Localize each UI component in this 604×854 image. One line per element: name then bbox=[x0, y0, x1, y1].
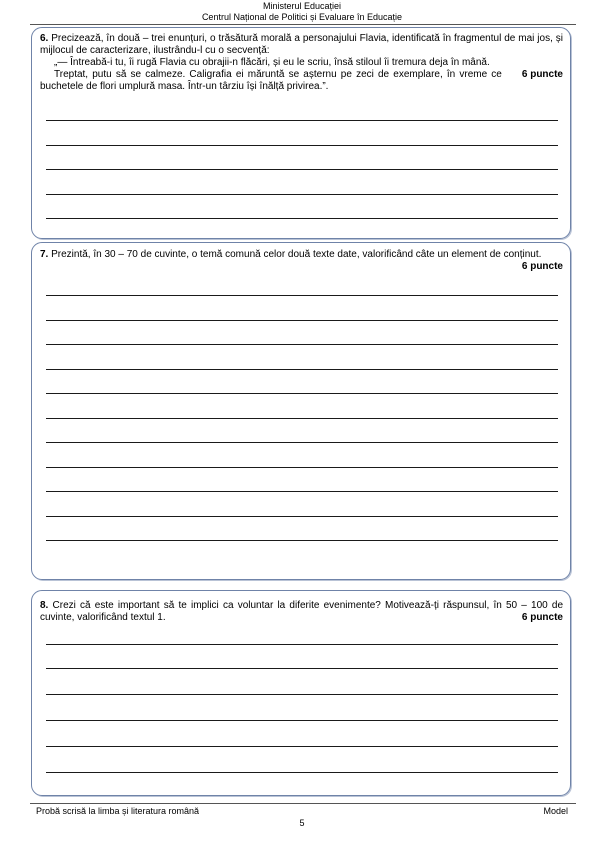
answer-line[interactable] bbox=[46, 644, 558, 645]
answer-line[interactable] bbox=[46, 467, 558, 468]
question-points: 6 puncte bbox=[521, 69, 563, 80]
answer-line[interactable] bbox=[46, 218, 558, 219]
page-number: 5 bbox=[299, 818, 305, 828]
answer-line[interactable] bbox=[46, 145, 558, 146]
answer-line[interactable] bbox=[46, 393, 558, 394]
quote-line-2: Treptat, putu să se calmeze. Caligrafia ei măruntă se așternu pe zeci de exemplare, în vreme ce buchetele de flori umplură masa. Într-un târziu își înălță privirea.”. bbox=[40, 69, 502, 92]
question-prompt: Precizează, în două – trei enunțuri, o trăsătură morală a personajului Flavia, identificată în fragmentul de mai jos, și mijlocul de caracterizare, ilustrându-l cu o secvență: bbox=[40, 33, 563, 56]
question-number: 8. bbox=[40, 600, 49, 611]
answer-line[interactable] bbox=[46, 295, 558, 296]
quote-line-1: „— Întreabă-i tu, îi rugă Flavia cu obrajii-n flăcări, și eu le scriu, însă stiloul îi tremura deja în mână. bbox=[54, 57, 490, 68]
question-points: 6 puncte bbox=[521, 261, 563, 272]
question-number: 7. bbox=[40, 249, 49, 260]
ministry-name: Ministerul Educației bbox=[262, 1, 342, 11]
answer-lines bbox=[46, 243, 558, 579]
question-prompt: Crezi că este important să te implici ca voluntar la diferite evenimente? Motivează-ți răspunsul, în 50 – 100 de cuvinte, valorificând textul 1. bbox=[40, 600, 563, 623]
answer-line[interactable] bbox=[46, 120, 558, 121]
footer-exam-title: Probă scrisă la limba și literatura română bbox=[36, 806, 200, 816]
answer-line[interactable] bbox=[46, 442, 558, 443]
question-7-box bbox=[31, 242, 571, 580]
answer-line[interactable] bbox=[46, 169, 558, 170]
answer-line[interactable] bbox=[46, 772, 558, 773]
answer-line[interactable] bbox=[46, 746, 558, 747]
answer-line[interactable] bbox=[46, 418, 558, 419]
answer-lines bbox=[46, 591, 558, 795]
answer-line[interactable] bbox=[46, 720, 558, 721]
answer-line[interactable] bbox=[46, 540, 558, 541]
header-divider bbox=[30, 24, 576, 25]
answer-line[interactable] bbox=[46, 491, 558, 492]
answer-lines bbox=[46, 28, 558, 238]
center-name: Centrul Național de Politici și Evaluare în Educație bbox=[201, 12, 403, 22]
question-points: 6 puncte bbox=[521, 612, 563, 623]
question-number: 6. bbox=[40, 33, 49, 44]
question-prompt: Prezintă, în 30 – 70 de cuvinte, o temă comună celor două texte date, valorificând câte un element de conținut. bbox=[51, 249, 542, 260]
answer-line[interactable] bbox=[46, 668, 558, 669]
footer-divider bbox=[30, 803, 576, 804]
answer-line[interactable] bbox=[46, 694, 558, 695]
question-6-box bbox=[31, 27, 571, 239]
page-header bbox=[0, 1, 604, 23]
question-8-box bbox=[31, 590, 571, 796]
answer-line[interactable] bbox=[46, 516, 558, 517]
answer-line[interactable] bbox=[46, 344, 558, 345]
answer-line[interactable] bbox=[46, 369, 558, 370]
answer-line[interactable] bbox=[46, 194, 558, 195]
answer-line[interactable] bbox=[46, 320, 558, 321]
footer-model-label: Model bbox=[543, 806, 568, 816]
